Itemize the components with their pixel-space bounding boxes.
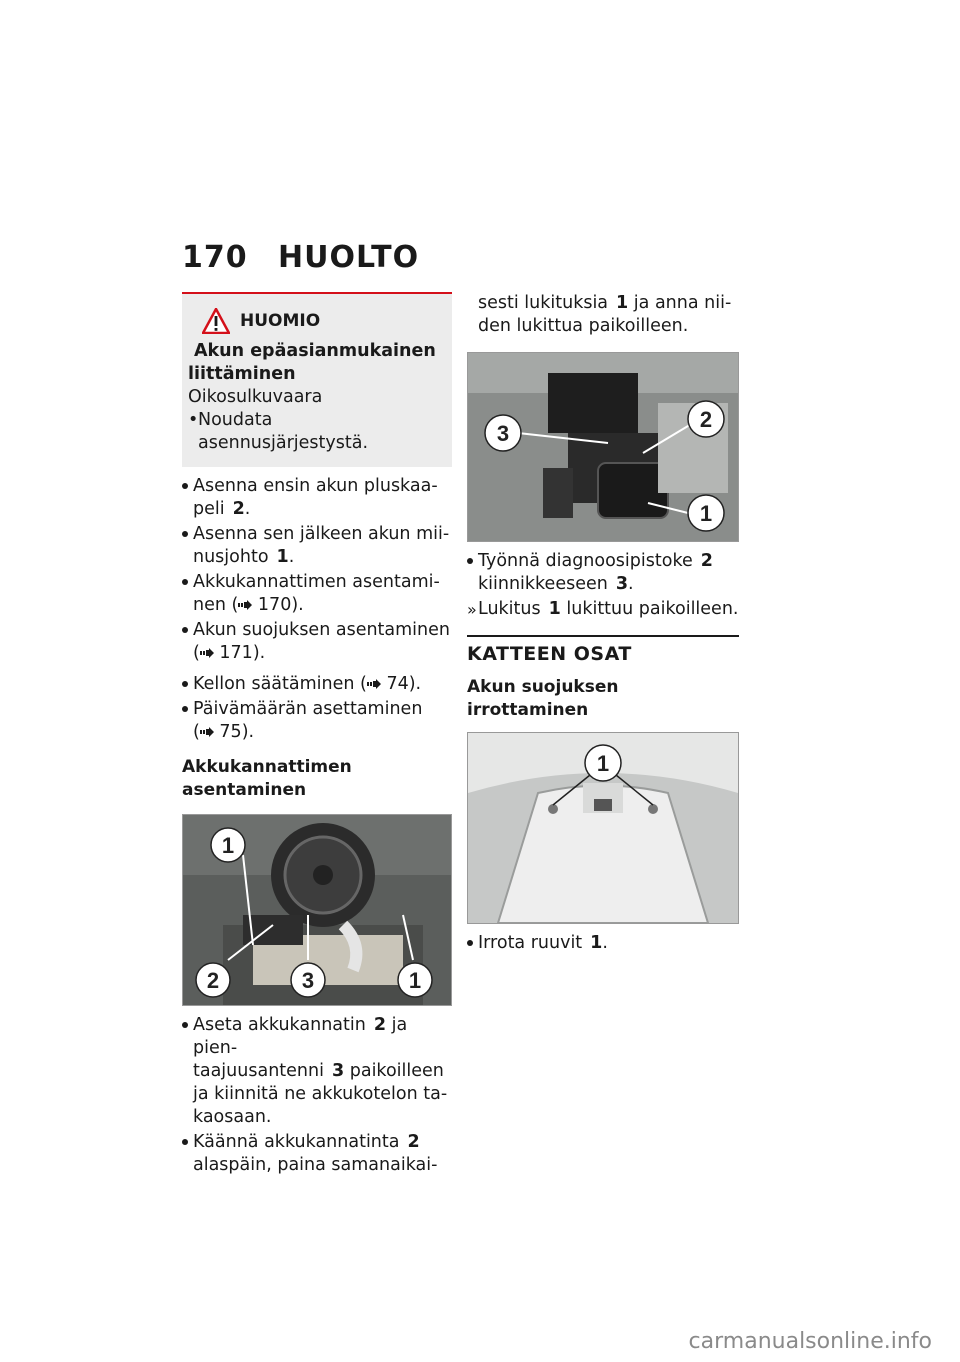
- page-ref-arrow-icon: [200, 727, 214, 737]
- page-link[interactable]: 75: [219, 722, 242, 742]
- warning-icon: [202, 308, 230, 334]
- list-item: Asenna ensin akun pluskaa- peli 2.: [182, 475, 452, 521]
- note-label: HUOMIO: [240, 310, 321, 331]
- list-item: Akkukannattimen asentami- nen ( 170).: [182, 571, 452, 617]
- list-item: Kellon säätäminen ( 74).: [182, 673, 452, 696]
- list-item: Irrota ruuvit 1.: [467, 932, 739, 955]
- list-item: Asenna sen jälkeen akun mii- nusjohto 1.: [182, 523, 452, 569]
- svg-text:1: 1: [221, 833, 235, 858]
- page-link[interactable]: 171: [219, 643, 253, 663]
- steps-b: [182, 673, 452, 744]
- callout-2: [688, 401, 724, 437]
- callout-1: [585, 745, 621, 781]
- steps-d: [467, 550, 739, 621]
- callout-1-top: [211, 828, 245, 862]
- page-number: 170: [182, 240, 248, 275]
- callout-1-bottom: [398, 963, 432, 997]
- list-item: Aseta akkukannatin 2 ja pien- taajuusantenni 3 paikoilleen ja kiinnitä ne akkukotelon ta- kaosaan.: [182, 1014, 452, 1129]
- callout-3: [485, 415, 521, 451]
- svg-text:1: 1: [596, 751, 610, 776]
- warning-note: [182, 292, 452, 467]
- callout-1: [688, 495, 724, 531]
- list-item: Työnnä diagnoosipistoke 2 kiinnikkeeseen 3.: [467, 550, 739, 596]
- svg-text:3: 3: [301, 968, 315, 993]
- diagnosis-plug-photo: [467, 352, 739, 542]
- section-title: HUOLTO: [278, 240, 420, 275]
- page-ref-arrow-icon: [367, 679, 381, 689]
- callout-2: [196, 963, 230, 997]
- callout-3: [291, 963, 325, 997]
- list-item: Käännä akkukannatinta 2 alaspäin, paina samanaikai-: [182, 1131, 452, 1177]
- steps-c: [182, 1014, 452, 1177]
- left-column: [182, 292, 452, 1179]
- note-subtitle: Oikosulkuvaara: [188, 387, 323, 407]
- svg-text:1: 1: [408, 968, 422, 993]
- note-title: [202, 308, 446, 334]
- result-item: » Lukitus 1 lukittuu paikoilleen.: [467, 598, 739, 621]
- note-bullet: • Noudata asennusjärjestystä.: [188, 409, 446, 455]
- page-ref-arrow-icon: [200, 648, 214, 658]
- battery-cover-photo: [467, 732, 739, 924]
- list-item: Akun suojuksen asentaminen ( 171).: [182, 619, 452, 665]
- svg-text:1: 1: [699, 501, 713, 526]
- steps-a: [182, 475, 452, 665]
- right-column: [467, 292, 739, 957]
- section-heading: KATTEEN OSAT: [467, 635, 739, 666]
- note-heading-1: Akun epäasianmukainen: [194, 341, 436, 361]
- page-ref-arrow-icon: [238, 600, 252, 610]
- continued-text: sesti lukituksia 1 ja anna nii- den lukittua paikoilleen.: [478, 293, 732, 336]
- page-link[interactable]: 74: [386, 674, 409, 694]
- steps-e: [467, 932, 739, 955]
- battery-bracket-photo: [182, 814, 452, 1006]
- svg-text:2: 2: [699, 407, 713, 432]
- note-heading-2: liittäminen: [188, 364, 296, 384]
- subheading-bracket: Akkukannattimen asentaminen: [182, 757, 352, 800]
- page-header: [182, 240, 419, 275]
- list-item: Päivämäärän asettaminen ( 75).: [182, 698, 452, 744]
- watermark: carmanualsonline.info: [688, 1329, 932, 1354]
- page-link[interactable]: 170: [257, 595, 292, 615]
- svg-text:3: 3: [496, 421, 510, 446]
- svg-text:2: 2: [206, 968, 220, 993]
- subheading-cover: Akun suojuksen irrottaminen: [467, 677, 619, 720]
